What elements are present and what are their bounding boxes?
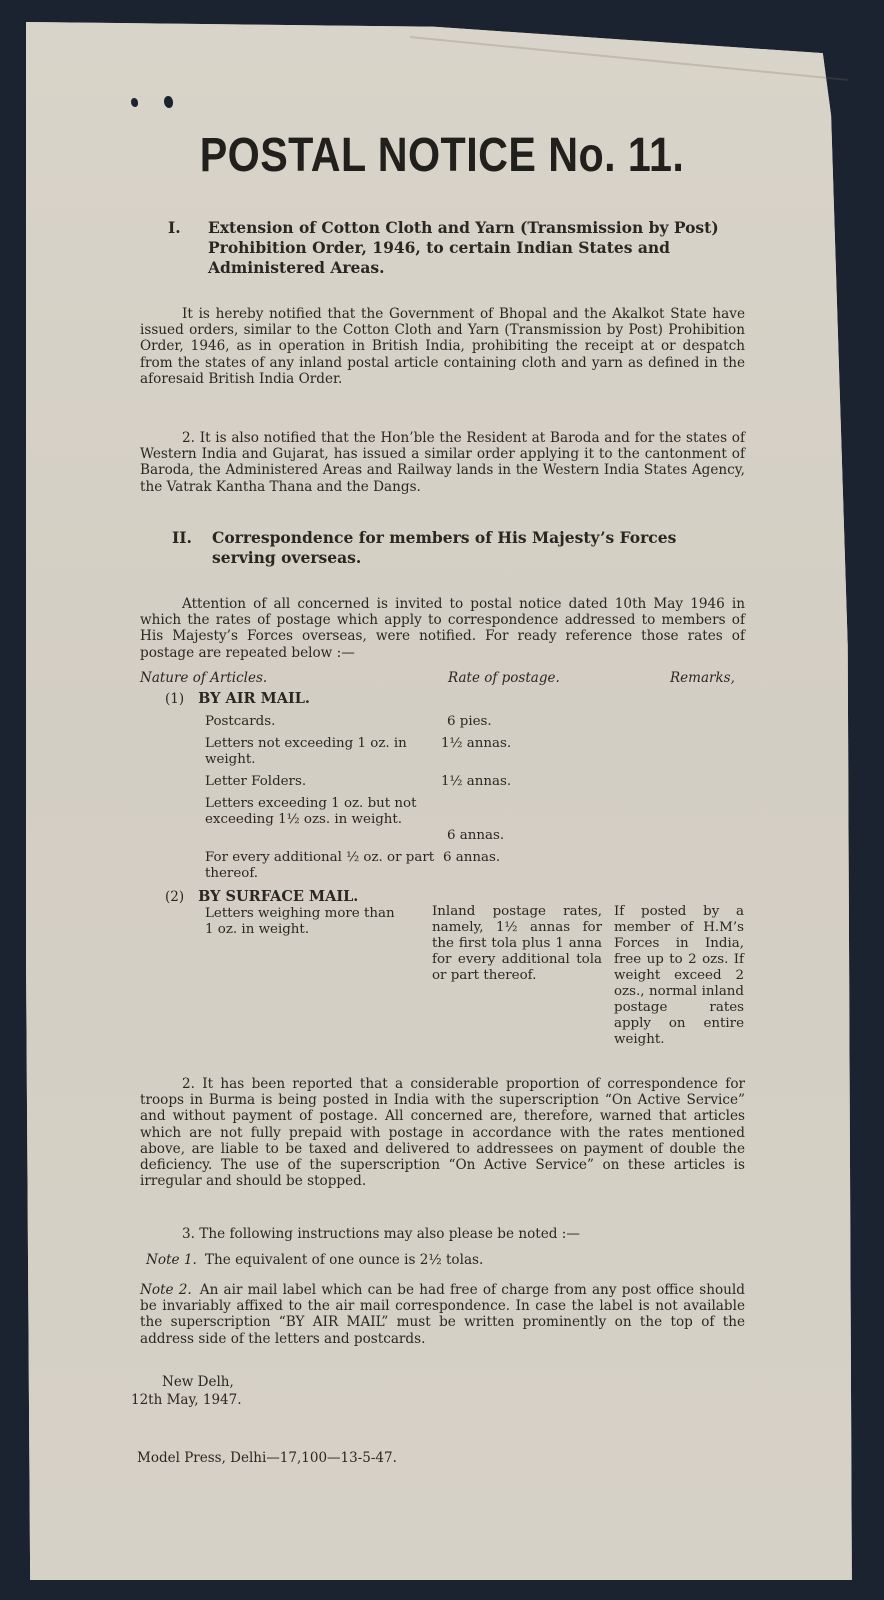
section-2-number: II. (172, 528, 192, 547)
section-2-heading (172, 528, 742, 570)
punch-hole (131, 98, 138, 107)
air-row-article: Letter Folders. (205, 774, 307, 789)
surface-mail-number: (2) (165, 889, 185, 905)
column-nature-of-articles: Nature of Articles. (140, 670, 268, 686)
column-remarks: Remarks, (670, 670, 735, 686)
note-1-label: Note 1. (146, 1252, 197, 1268)
note-2-label: Note 2. (140, 1282, 192, 1298)
air-row-rate: 6 annas. (447, 828, 505, 843)
note-1 (146, 1252, 746, 1268)
section-1-heading (168, 218, 738, 280)
air-mail-number: (1) (165, 691, 185, 707)
surface-row-article: Letters weighing more than 1 oz. in weight. (205, 906, 395, 937)
notice-title: POSTAL NOTICE No. 11. (199, 129, 685, 182)
air-mail-label: BY AIR MAIL. (198, 690, 310, 707)
air-row-rate: 6 annas. (443, 850, 501, 865)
punch-hole (164, 96, 173, 108)
instructions-paragraph: 3. The following instructions may also please be noted :— (182, 1226, 580, 1242)
note-2 (140, 1282, 745, 1347)
air-row-article: Letters not exceeding 1 oz. in weight. (205, 736, 407, 767)
burma-paragraph: 2. It has been reported that a considerable proportion of correspondence for troops in Burma is being posted in India with the superscription “On Active Service” and without payment of postage. All concerned are, therefore, warned that articles which are not fully prepaid with postage in accordance with the rates mentioned above, are liable to be taxed and delivered to addressees on payment of double the deficiency. The use of the superscription “On Active Service” on these articles is irregular and should be stopped. (140, 1076, 745, 1190)
section-2-title: Correspondence for members of His Majesty’s Forces serving overseas. (212, 528, 677, 567)
section-1-title: Extension of Cotton Cloth and Yarn (Transmission by Post) Prohibition Order, 1946, to certain Indian States and Administered Areas. (208, 218, 719, 277)
column-rate-of-postage: Rate of postage. (448, 670, 560, 686)
place-line: New Delh, (162, 1374, 234, 1390)
air-row-article: For every additional ½ oz. or part thereof. (205, 850, 435, 881)
note-2-text: An air mail label which can be had free of charge from any post office should be invariably affixed to the air mail correspondence. In case the label is not available the superscription “BY AIR MAIL” must be written prominently on the top of the address side of the letters and postcards. (140, 1282, 745, 1347)
section-1-paragraph-1: It is hereby notified that the Government of Bhopal and the Akalkot State have issued orders, similar to the Cotton Cloth and Yarn (Transmission by Post) Prohibition Order, 1946, as in operation in British India, prohibiting the receipt at or despatch from the states of any inland postal article containing cloth and yarn as defined in the aforesaid British India Order. (140, 306, 745, 387)
air-row-article: Letters exceeding 1 oz. but not exceeding 1½ ozs. in weight. (205, 796, 417, 827)
air-mail-heading (165, 690, 310, 707)
air-row-rate: 1½ annas. (441, 736, 512, 751)
section-1-number: I. (168, 218, 181, 237)
air-row-rate: 1½ annas. (441, 774, 512, 789)
air-row-rate: 6 pies. (447, 714, 492, 729)
printer-imprint: Model Press, Delhi—17,100—13-5-47. (137, 1450, 397, 1466)
section-1-paragraph-2: 2. It is also notified that the Hon’ble the Resident at Baroda and for the states of Western India and Gujarat, has issued a similar order applying it to the cantonment of Baroda, the Administered Areas and Railway lands in the Western India States Agency, the Vatrak Kantha Thana and the Dangs. (140, 430, 745, 495)
surface-mail-label: BY SURFACE MAIL. (198, 888, 359, 905)
date-line: 12th May, 1947. (131, 1392, 242, 1408)
section-2-intro: Attention of all concerned is invited to postal notice dated 10th May 1946 in which the rates of postage which apply to correspondence addressed to members of His Majesty’s Forces overseas, were notified. For ready reference those rates of postage are repeated below :— (140, 596, 745, 661)
note-1-text: The equivalent of one ounce is 2½ tolas. (204, 1252, 484, 1268)
surface-row-remarks: If posted by a member of H.M’s Forces in India, free up to 2 ozs. If weight exceed 2 ozs., normal inland postage rates apply on entire weight. (614, 904, 744, 1047)
air-row-article: Postcards. (205, 714, 276, 729)
surface-row-rate: Inland postage rates, namely, 1½ annas for the first tola plus 1 anna for every additional tola or part thereof. (432, 904, 602, 983)
surface-mail-heading (165, 888, 358, 905)
